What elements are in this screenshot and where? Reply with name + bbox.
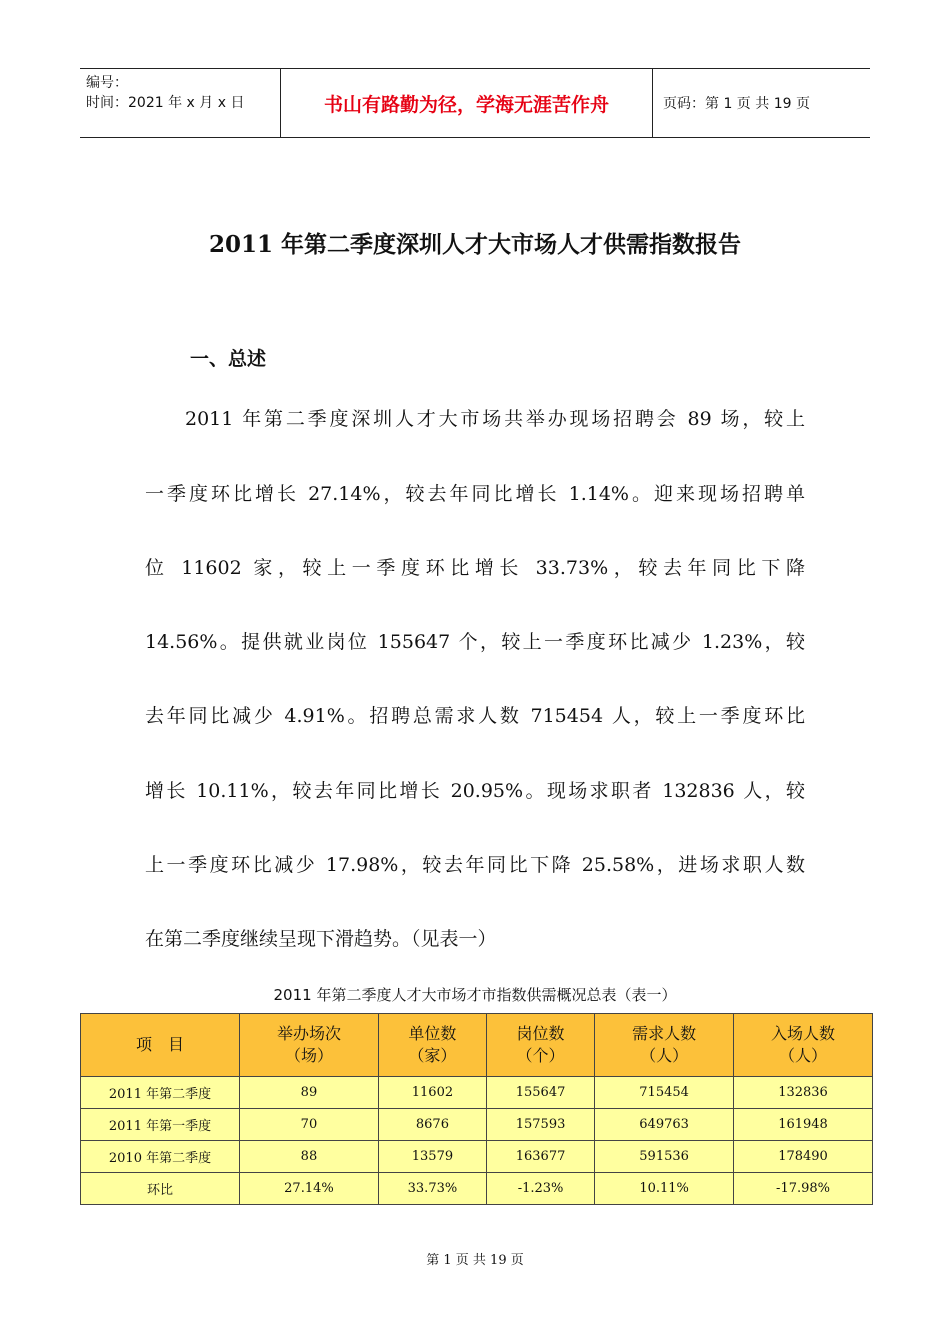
header-item: 项 目 xyxy=(81,1014,240,1077)
table-cell: 161948 xyxy=(734,1109,873,1141)
paragraph-line: 上一季度环比减少 17.98%，较去年同比下降 25.58%，进场求职人数 xyxy=(145,854,805,876)
table-row xyxy=(81,1173,873,1205)
header-positions: 岗位数 （个） xyxy=(486,1014,594,1077)
table-row xyxy=(81,1109,873,1141)
paragraph-line: 增长 10.11%，较去年同比增长 20.95%。现场求职者 132836 人，较 xyxy=(145,780,805,802)
header-page-info: 页码：第 1 页 共 19 页 xyxy=(663,96,810,112)
table-cell: 132836 xyxy=(734,1077,873,1109)
time-label: 时间：2021 年 x 月 x 日 xyxy=(86,95,245,111)
table-cell: 715454 xyxy=(595,1077,734,1109)
table-cell: 178490 xyxy=(734,1141,873,1173)
table-header-row xyxy=(81,1014,873,1077)
table-cell: 2010 年第二季度 xyxy=(81,1141,240,1173)
paragraph-line: 去年同比减少 4.91%。招聘总需求人数 715454 人，较上一季度环比 xyxy=(145,705,805,727)
table-cell: 2011 年第一季度 xyxy=(81,1109,240,1141)
table-cell: 88 xyxy=(240,1141,379,1173)
table-cell: -1.23% xyxy=(486,1173,594,1205)
document-title: 2011 年第二季度深圳人才大市场人才供需指数报告 xyxy=(208,231,742,258)
paragraph-line: 在第二季度继续呈现下滑趋势。（见表一） xyxy=(145,928,497,950)
table-row xyxy=(81,1077,873,1109)
header-motto: 书山有路勤为径，学海无涯苦作舟 xyxy=(280,69,653,137)
header-meta xyxy=(80,69,280,137)
page-footer: 第 1 页 共 19 页 xyxy=(426,1253,524,1268)
table-cell: 157593 xyxy=(486,1109,594,1141)
table-cell: 13579 xyxy=(378,1141,486,1173)
document-header xyxy=(80,68,870,138)
table-cell: 163677 xyxy=(486,1141,594,1173)
section-heading: 一、总述 xyxy=(190,348,267,370)
table-cell: 27.14% xyxy=(240,1173,379,1205)
table-cell: 155647 xyxy=(486,1077,594,1109)
table-cell: 591536 xyxy=(595,1141,734,1173)
code-label: 编号： xyxy=(86,75,128,91)
header-sessions: 举办场次 （场） xyxy=(240,1014,379,1077)
table-cell: -17.98% xyxy=(734,1173,873,1205)
supply-demand-table xyxy=(80,1013,873,1205)
table-cell: 8676 xyxy=(378,1109,486,1141)
paragraph-line: 一季度环比增长 27.14%，较去年同比增长 1.14%。迎来现场招聘单 xyxy=(145,483,805,505)
table-cell: 649763 xyxy=(595,1109,734,1141)
paragraph-line: 位 11602 家，较上一季度环比增长 33.73%，较去年同比下降 xyxy=(145,557,805,579)
table-cell: 89 xyxy=(240,1077,379,1109)
table-cell: 33.73% xyxy=(378,1173,486,1205)
header-demand: 需求人数 （人） xyxy=(595,1014,734,1077)
paragraph-line: 14.56%。提供就业岗位 155647 个，较上一季度环比减少 1.23%，较 xyxy=(145,631,805,653)
table-cell: 10.11% xyxy=(595,1173,734,1205)
paragraph-line: 2011 年第二季度深圳人才大市场共举办现场招聘会 89 场，较上 xyxy=(185,408,805,430)
header-employers: 单位数 （家） xyxy=(378,1014,486,1077)
table-cell: 70 xyxy=(240,1109,379,1141)
table-caption: 2011 年第二季度人才大市场才市指数供需概况总表（表一） xyxy=(273,986,677,1004)
table-cell: 11602 xyxy=(378,1077,486,1109)
table-cell: 环比 xyxy=(81,1173,240,1205)
header-attendees: 入场人数 （人） xyxy=(734,1014,873,1077)
table-cell: 2011 年第二季度 xyxy=(81,1077,240,1109)
table-row xyxy=(81,1141,873,1173)
